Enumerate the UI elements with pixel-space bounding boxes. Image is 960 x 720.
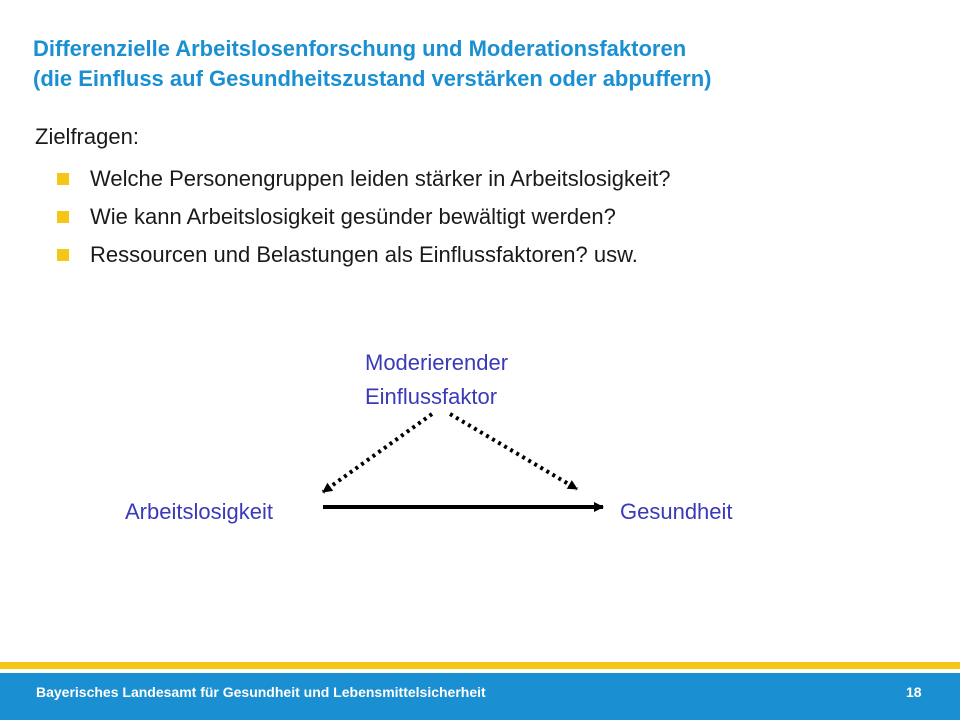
subhead-zielfragen: Zielfragen: [35,124,139,149]
moderator-node [365,346,508,414]
bullet-text: Ressourcen und Belastungen als Einflussfaktoren? usw. [90,242,638,267]
footer-organization: Bayerisches Landesamt für Gesundheit und Lebensmittelsicherheit [36,684,486,700]
page-number: 18 [906,684,922,700]
node-arbeitslosigkeit: Arbeitslosigkeit [125,499,273,524]
bullet-text: Welche Personengruppen leiden stärker in Arbeitslosigkeit? [90,166,671,191]
slide-title-line-2: (die Einfluss auf Gesundheitszustand verstärken oder abpuffern) [33,66,712,91]
slide-title-line-1: Differenzielle Arbeitslosenforschung und Moderationsfaktoren [33,36,687,61]
node-gesundheit: Gesundheit [620,499,733,524]
moderator-label-line-2: Einflussfaktor [365,384,498,409]
dotted-arrow-to-gesundheit [450,414,577,489]
bullet-text: Wie kann Arbeitslosigkeit gesünder bewältigt werden? [90,204,616,229]
dotted-arrow-to-arbeitslosigkeit [323,414,432,492]
moderator-label-line-1: Moderierender [365,350,509,375]
footer-accent-line [0,662,960,669]
